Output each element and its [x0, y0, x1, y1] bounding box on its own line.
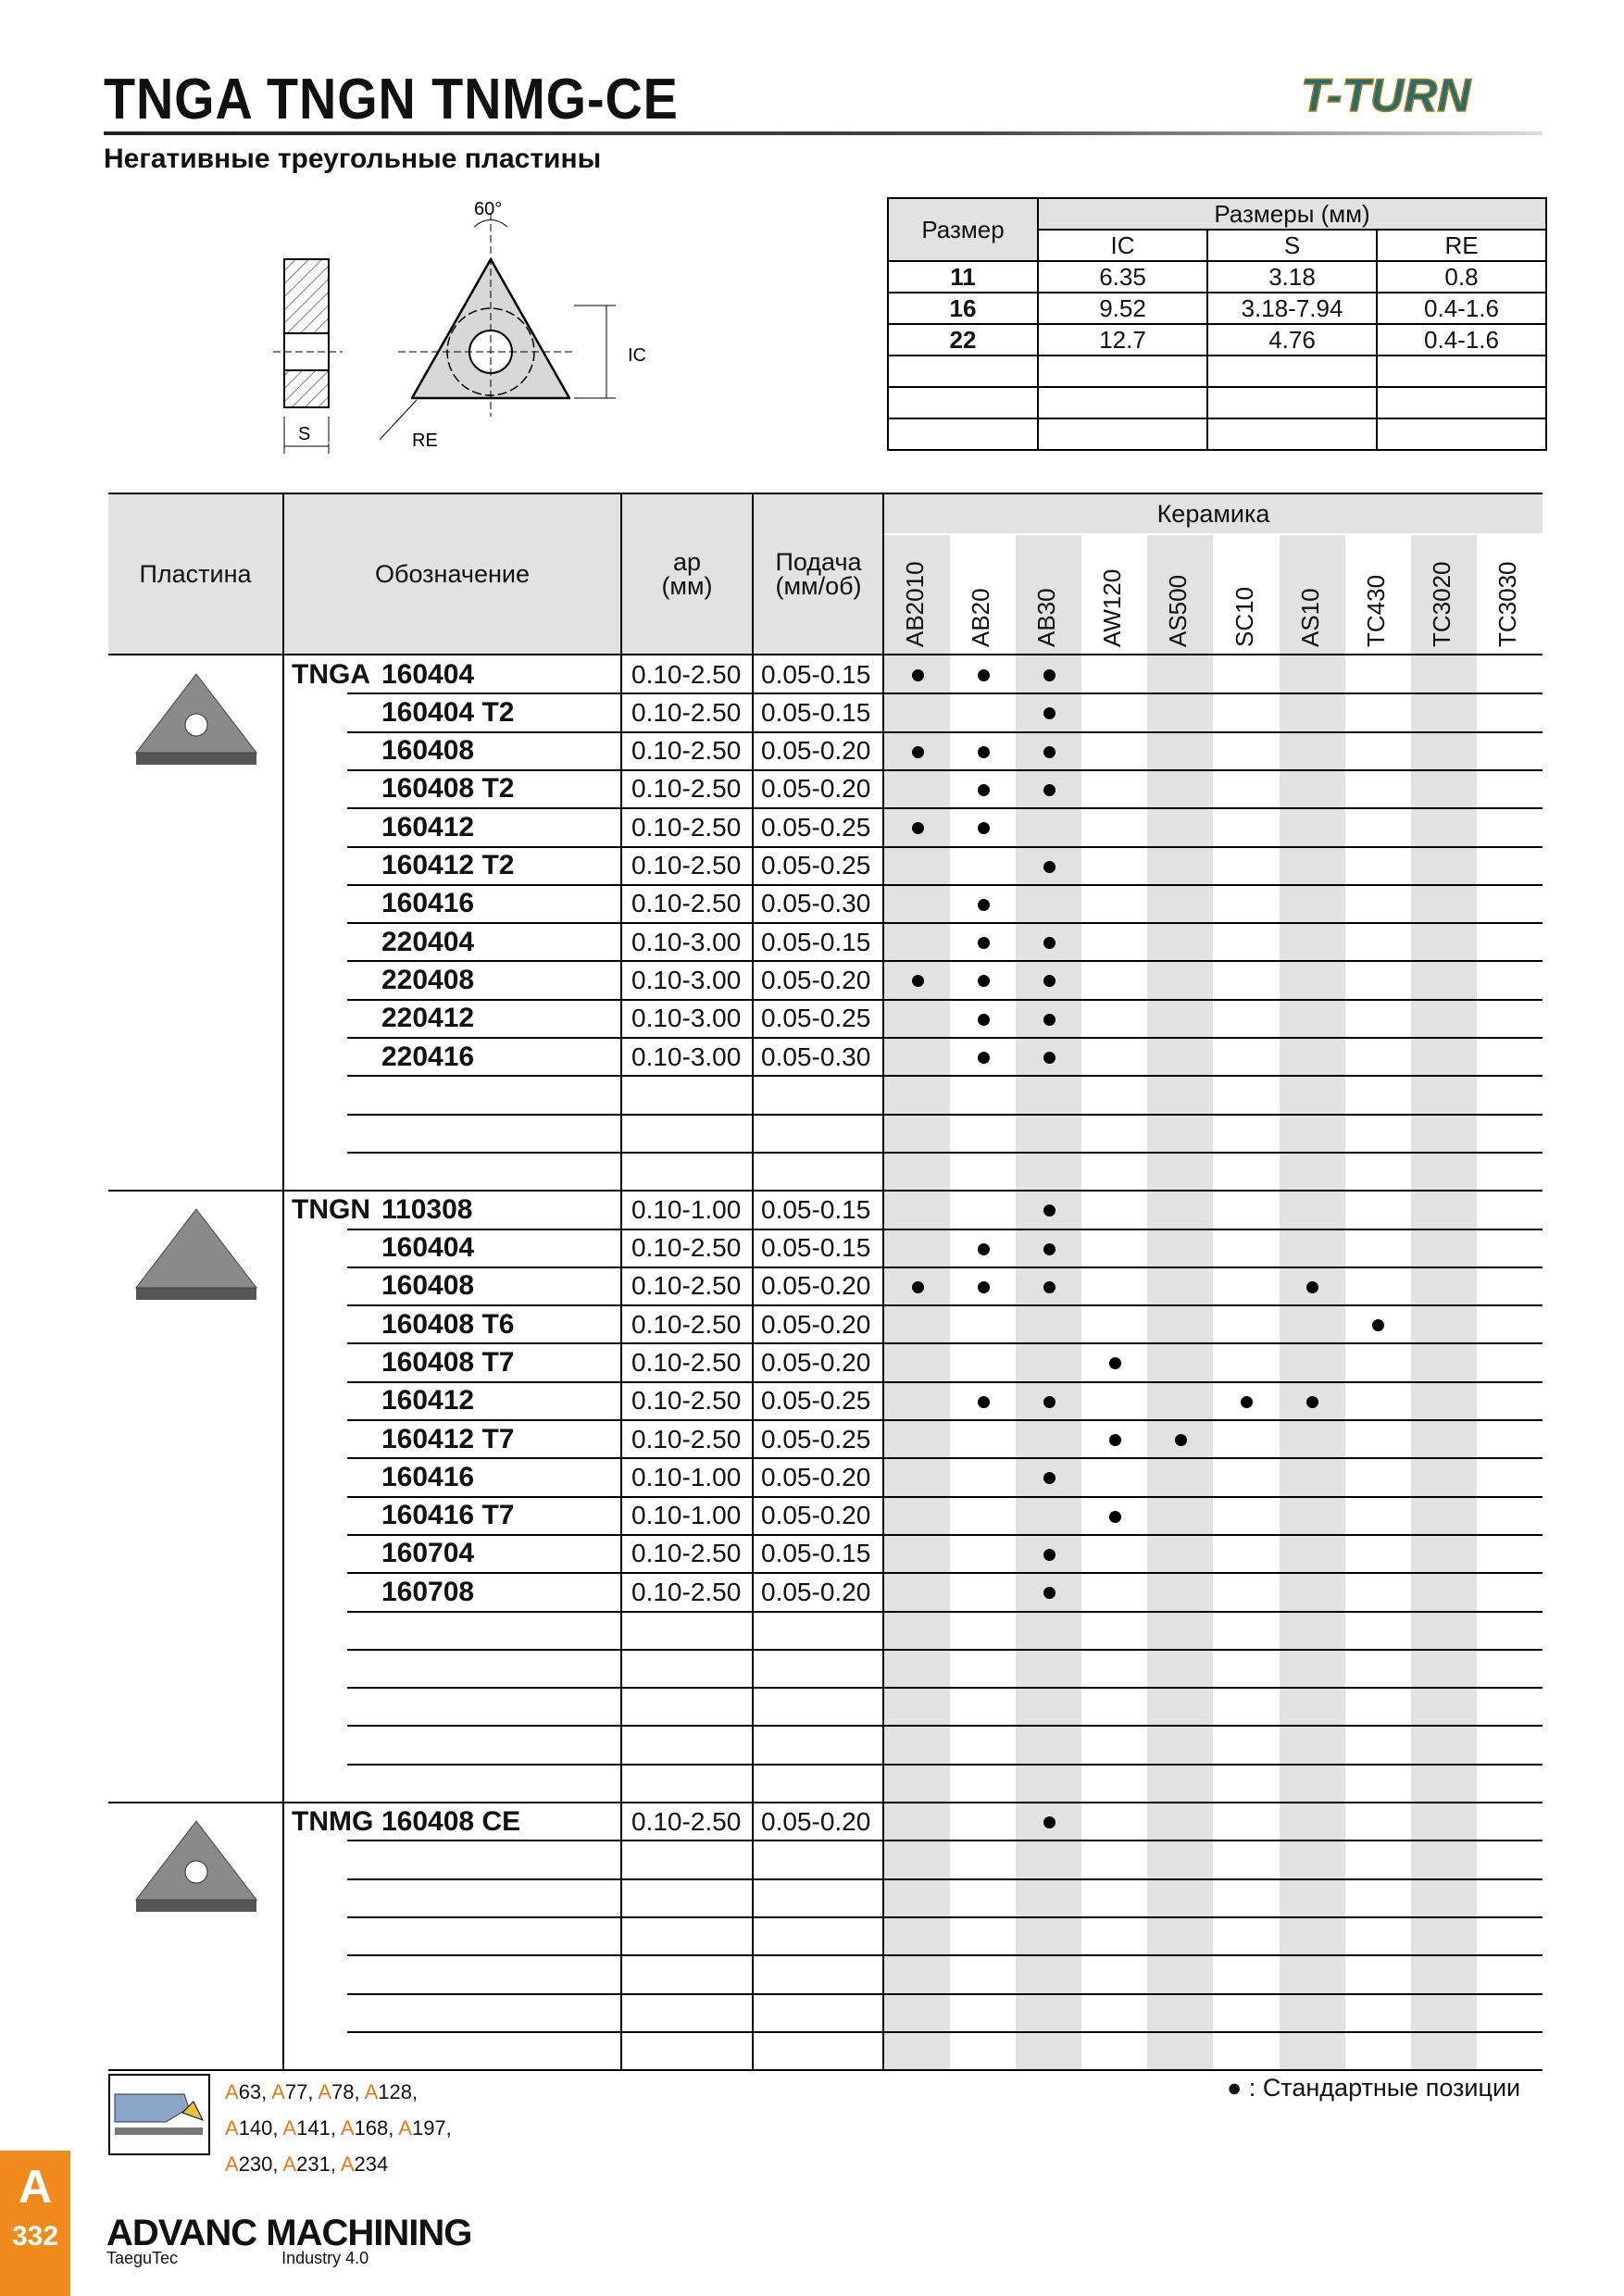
row-code: 160412 T2	[381, 850, 515, 880]
t-turn-logo	[1296, 63, 1546, 128]
grade-label-sc10: SC10	[1230, 586, 1258, 647]
label-angle: 60°	[474, 199, 503, 219]
row-feed: 0.05-0.20	[761, 1271, 871, 1301]
standard-dot	[978, 1281, 990, 1293]
label-re: RE	[412, 430, 438, 451]
row-feed: 0.05-0.15	[761, 659, 871, 689]
table-row	[108, 1573, 1543, 1611]
row-ap: 0.10-2.50	[631, 774, 742, 804]
standard-dot	[978, 784, 990, 796]
standard-dot	[912, 669, 924, 681]
dims-row	[888, 418, 1546, 450]
row-feed: 0.05-0.15	[761, 1233, 871, 1262]
row-code: 110308	[381, 1193, 473, 1225]
standard-dot	[912, 1281, 924, 1293]
table-row	[108, 1115, 1543, 1153]
row-ap: 0.10-3.00	[631, 965, 742, 994]
dims-row	[888, 261, 1546, 293]
standard-dot	[1043, 1052, 1056, 1064]
row-prefix: TNGA	[292, 658, 370, 690]
row-code: 160404	[381, 1232, 475, 1263]
table-row	[108, 1765, 1543, 1803]
standard-dot	[1306, 1281, 1318, 1293]
table-row	[108, 1955, 1543, 1993]
grade-label-ab20: AB20	[967, 588, 995, 647]
row-line	[108, 2069, 1543, 2071]
row-code: 160412	[381, 811, 475, 842]
row-feed: 0.05-0.20	[761, 1462, 871, 1491]
page-ref[interactable]: A78	[318, 2080, 355, 2103]
row-feed: 0.05-0.20	[761, 1347, 871, 1377]
page-title: TNGA TNGN TNMG-CE	[104, 68, 679, 131]
page-ref[interactable]: A140	[225, 2116, 273, 2140]
standard-dot	[1043, 669, 1056, 681]
row-feed: 0.05-0.25	[761, 1386, 871, 1416]
standard-dot	[912, 822, 924, 834]
dims-cell: 0.8	[1377, 261, 1546, 293]
standard-dot	[1043, 1243, 1056, 1255]
dims-cell: 3.18-7.94	[1207, 293, 1377, 324]
table-row	[108, 770, 1543, 808]
page-letter: A	[18, 2161, 53, 2213]
dims-size-header: Размер	[888, 198, 1038, 261]
row-feed: 0.05-0.30	[761, 889, 871, 918]
brand-sub-left: TaeguTec	[106, 2249, 179, 2267]
row-code: 220412	[381, 1003, 475, 1034]
dims-col-s: S	[1207, 230, 1377, 261]
table-row	[108, 732, 1543, 770]
row-feed: 0.05-0.20	[761, 1806, 871, 1836]
page-ref[interactable]: A231	[282, 2152, 331, 2176]
row-code: 160408 T2	[381, 773, 515, 805]
row-code: 160704	[381, 1538, 475, 1569]
header-feed: Подача (мм/об)	[754, 494, 883, 654]
standard-dot	[978, 822, 990, 834]
row-feed: 0.05-0.25	[761, 851, 871, 880]
dims-cell: 6.35	[1038, 261, 1207, 293]
table-row	[108, 2032, 1543, 2070]
row-feed: 0.05-0.15	[761, 1539, 871, 1568]
row-code: 160404 T2	[381, 696, 515, 728]
header-divider	[104, 131, 1543, 135]
table-row	[108, 1917, 1543, 1955]
grade-label-as10: AS10	[1295, 588, 1324, 647]
row-ap: 0.10-1.00	[631, 1194, 742, 1224]
row-code: 220404	[381, 926, 475, 957]
row-code: 160412 T7	[381, 1423, 515, 1454]
dims-cell: 12.7	[1038, 324, 1207, 356]
standard-dot	[1109, 1357, 1121, 1369]
standard-dot	[1241, 1396, 1253, 1408]
dims-group-header: Размеры (мм)	[1038, 198, 1546, 230]
dims-cell: 0.4-1.6	[1377, 324, 1546, 356]
standard-dot	[1175, 1434, 1187, 1446]
table-row	[108, 1420, 1543, 1458]
page-ref[interactable]: A141	[282, 2116, 331, 2140]
row-ap: 0.10-2.50	[631, 1539, 742, 1568]
row-feed: 0.05-0.20	[761, 1309, 871, 1339]
grade-label-as500: AS500	[1164, 574, 1193, 647]
page-ref[interactable]: A168	[340, 2116, 389, 2140]
brand-sub-right: Industry 4.0	[281, 2249, 369, 2267]
row-feed: 0.05-0.20	[761, 1501, 871, 1530]
row-feed: 0.05-0.25	[761, 1424, 871, 1454]
page-references: A63, A77, A78, A128, A140, A141, A168, A197, A230, A231, A234	[225, 2080, 452, 2176]
table-row	[108, 1535, 1543, 1573]
row-ap: 0.10-3.00	[631, 927, 742, 956]
standard-dot	[1043, 707, 1056, 719]
standard-dot	[1043, 746, 1056, 758]
row-feed: 0.05-0.20	[761, 736, 871, 766]
row-ap: 0.10-2.50	[631, 1347, 742, 1377]
insert-drawing	[269, 194, 704, 454]
page-subtitle: Негативные треугольные пластины	[104, 144, 602, 174]
row-code: 160408 CE	[381, 1805, 521, 1837]
header-insert: Пластина	[108, 494, 282, 654]
row-ap: 0.10-2.50	[631, 1577, 742, 1606]
page-ref[interactable]: A230	[225, 2152, 273, 2176]
dims-cell: 3.18	[1207, 261, 1377, 293]
table-row	[108, 1458, 1543, 1496]
table-row	[108, 923, 1543, 961]
standard-dot	[912, 746, 924, 758]
table-row	[108, 1650, 1543, 1688]
table-row	[108, 1343, 1543, 1381]
dims-cell: 4.76	[1207, 324, 1377, 356]
dims-cell	[1207, 418, 1377, 450]
standard-dot	[1043, 1014, 1056, 1026]
grade-label-tc430: TC430	[1361, 574, 1390, 647]
dims-cell: 22	[888, 324, 1038, 356]
dims-cell	[1377, 387, 1546, 418]
grade-label-ab30: AB30	[1032, 588, 1061, 647]
top-line	[108, 493, 1543, 494]
row-ap: 0.10-2.50	[631, 1424, 742, 1454]
table-row	[108, 1497, 1543, 1535]
table-row	[108, 961, 1543, 999]
row-feed: 0.05-0.20	[761, 1577, 871, 1606]
grade-label-ab2010: AB2010	[901, 561, 929, 647]
row-feed: 0.05-0.30	[761, 1042, 871, 1071]
dims-col-ic: IC	[1038, 230, 1207, 261]
standard-dot	[1109, 1434, 1121, 1446]
row-feed: 0.05-0.15	[761, 1194, 871, 1224]
table-row	[108, 808, 1543, 846]
dims-row	[888, 356, 1546, 387]
page-ref[interactable]: A197	[398, 2116, 446, 2140]
standard-dot	[1043, 1816, 1056, 1828]
header-ap: ap (мм)	[622, 494, 752, 654]
table-row	[108, 1803, 1543, 1841]
grade-label-tc3030: TC3030	[1493, 561, 1521, 647]
row-feed: 0.05-0.15	[761, 927, 871, 956]
grade-label-aw120: AW120	[1098, 568, 1127, 647]
row-feed: 0.05-0.15	[761, 697, 871, 727]
row-code: 160412	[381, 1385, 475, 1416]
dims-cell	[1377, 356, 1546, 387]
standard-dot	[1306, 1396, 1318, 1408]
label-ic: IC	[628, 345, 646, 366]
dims-row	[888, 293, 1546, 324]
table-row	[108, 1305, 1543, 1343]
header-ceramics: Керамика	[884, 494, 1543, 533]
row-ap: 0.10-2.50	[631, 1386, 742, 1416]
dims-cell: 0.4-1.6	[1377, 293, 1546, 324]
dims-col-re: RE	[1377, 230, 1546, 261]
standard-dot	[1043, 1472, 1056, 1484]
dims-cell	[1038, 418, 1207, 450]
dims-cell	[1207, 387, 1377, 418]
row-ap: 0.10-2.50	[631, 812, 742, 842]
grade-label-tc3020: TC3020	[1427, 561, 1455, 647]
standard-dot	[1043, 784, 1056, 796]
table-row	[108, 1191, 1543, 1229]
standard-dot	[978, 1396, 990, 1408]
row-prefix: TNGN	[292, 1193, 370, 1225]
dims-cell	[1207, 356, 1377, 387]
table-row	[108, 885, 1543, 923]
dims-cell	[888, 387, 1038, 418]
table-row	[108, 693, 1543, 731]
row-ap: 0.10-2.50	[631, 1806, 742, 1836]
standard-dot	[1043, 975, 1056, 987]
table-row	[108, 1076, 1543, 1114]
table-row	[108, 1038, 1543, 1076]
row-code: 160416	[381, 888, 475, 919]
standard-dot	[912, 975, 924, 987]
standard-dot	[1043, 1396, 1056, 1408]
table-row	[108, 1879, 1543, 1917]
dims-cell: 9.52	[1038, 293, 1207, 324]
logo-text: T-TURN	[1301, 69, 1471, 121]
row-ap: 0.10-2.50	[631, 1233, 742, 1262]
standard-dot	[978, 746, 990, 758]
row-code: 160408 T6	[381, 1308, 515, 1340]
row-ap: 0.10-2.50	[631, 736, 742, 766]
row-code: 160408	[381, 735, 475, 767]
row-prefix: TNMG	[292, 1805, 374, 1837]
standard-dot	[978, 975, 990, 987]
row-ap: 0.10-2.50	[631, 851, 742, 880]
table-row	[108, 1994, 1543, 2032]
row-ap: 0.10-2.50	[631, 1309, 742, 1339]
table-row	[108, 1267, 1543, 1305]
label-s: S	[298, 424, 311, 444]
standard-dot	[1043, 1549, 1056, 1561]
dims-cell	[1377, 418, 1546, 450]
standard-dot	[1043, 937, 1056, 949]
table-row	[108, 1726, 1543, 1764]
dims-cell	[1038, 387, 1207, 418]
page-tab	[0, 2151, 70, 2296]
row-code: 160408	[381, 1270, 475, 1302]
row-ap: 0.10-2.50	[631, 889, 742, 918]
standard-dot	[1109, 1511, 1121, 1523]
legend: ● : Стандартные позиции	[1227, 2074, 1521, 2102]
standard-dot	[1043, 861, 1056, 873]
dimensions-table	[887, 197, 1547, 451]
table-row	[108, 1229, 1543, 1267]
row-code: 160416 T7	[381, 1500, 515, 1531]
table-row	[108, 655, 1543, 693]
brand-logo	[106, 2213, 471, 2268]
table-row	[108, 1612, 1543, 1650]
row-ap: 0.10-3.00	[631, 1042, 742, 1071]
row-feed: 0.05-0.20	[761, 774, 871, 804]
page-ref[interactable]: A63	[225, 2080, 262, 2103]
header-designation: Обозначение	[284, 494, 620, 654]
table-row	[108, 1841, 1543, 1878]
page-ref[interactable]: A234	[340, 2152, 389, 2176]
standard-dot	[1043, 1204, 1056, 1217]
standard-dot	[978, 669, 990, 681]
table-row	[108, 1688, 1543, 1726]
row-feed: 0.05-0.25	[761, 1004, 871, 1033]
row-ap: 0.10-2.50	[631, 1271, 742, 1301]
dims-row	[888, 387, 1546, 418]
standard-dot	[978, 937, 990, 949]
row-feed: 0.05-0.25	[761, 812, 871, 842]
standard-dot	[1372, 1319, 1384, 1331]
dims-row	[888, 324, 1546, 356]
row-ap: 0.10-1.00	[631, 1462, 742, 1491]
page-ref[interactable]: A128	[364, 2080, 412, 2103]
row-feed: 0.05-0.20	[761, 965, 871, 994]
standard-dot	[1043, 1281, 1056, 1293]
row-code: 220408	[381, 964, 475, 995]
dims-cell	[888, 418, 1038, 450]
standard-dot	[978, 1014, 990, 1026]
row-code: 160404	[381, 658, 475, 690]
standard-dot	[1043, 1587, 1056, 1599]
standard-dot	[978, 899, 990, 911]
dims-cell	[1038, 356, 1207, 387]
row-ap: 0.10-1.00	[631, 1501, 742, 1530]
row-code: 220416	[381, 1041, 475, 1072]
toolholder-icon	[108, 2074, 210, 2155]
table-row	[108, 1382, 1543, 1420]
table-row	[108, 1000, 1543, 1038]
dims-cell: 11	[888, 261, 1038, 293]
page-number: 332	[11, 2221, 59, 2252]
dims-cell	[888, 356, 1038, 387]
table-row	[108, 847, 1543, 885]
row-ap: 0.10-2.50	[631, 697, 742, 727]
row-ap: 0.10-2.50	[631, 659, 742, 689]
standard-dot	[978, 1052, 990, 1064]
row-ap: 0.10-3.00	[631, 1004, 742, 1033]
brand-name: ADVANC MACHINING	[106, 2213, 472, 2253]
page-ref[interactable]: A77	[271, 2080, 308, 2103]
row-code: 160708	[381, 1576, 475, 1607]
table-row	[108, 1153, 1543, 1191]
row-code: 160408 T7	[381, 1346, 515, 1378]
dims-cell: 16	[888, 293, 1038, 324]
standard-dot	[978, 1243, 990, 1255]
row-code: 160416	[381, 1461, 475, 1492]
